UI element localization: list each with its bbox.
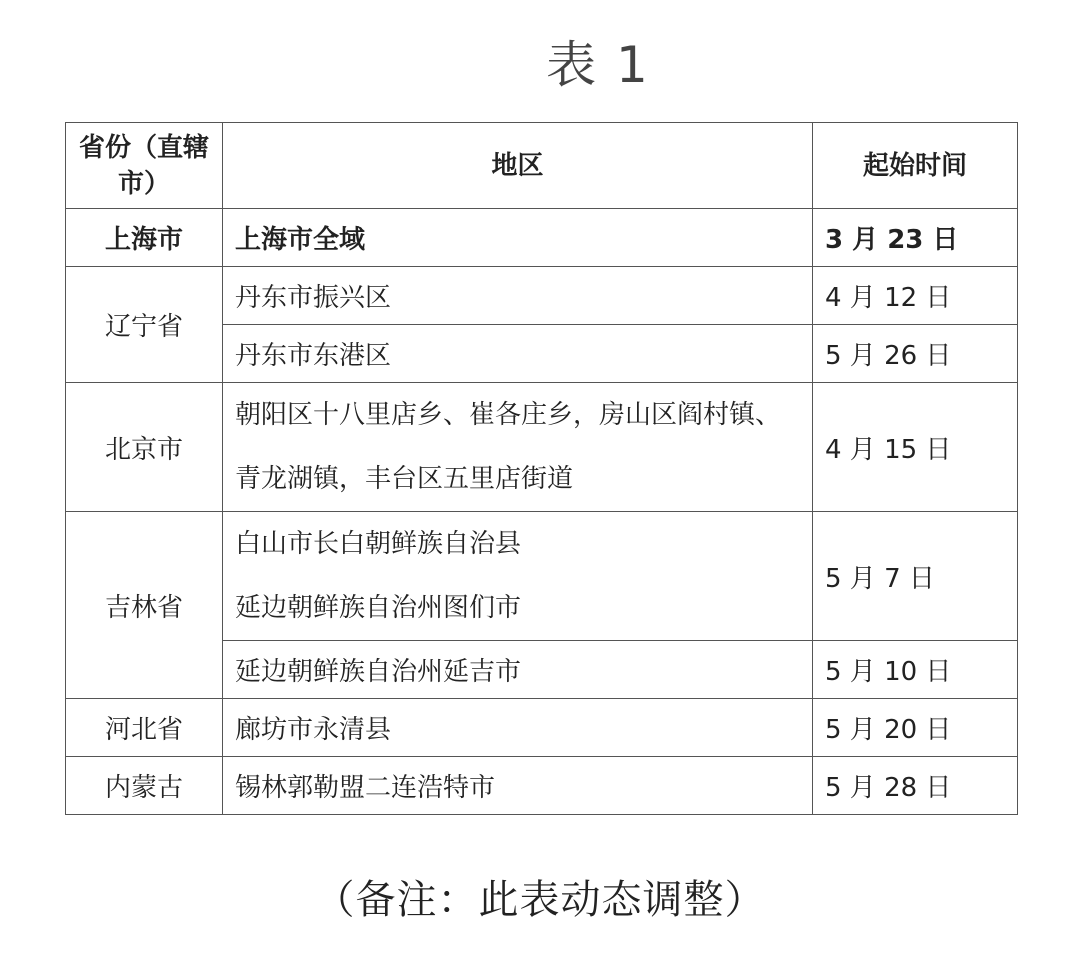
province-cell: 河北省 [66,699,223,757]
area-line: 白山市长白朝鲜族自治县 [235,529,522,559]
area-cell: 丹东市振兴区 [223,267,813,325]
region-table [65,122,1018,815]
province-cell: 北京市 [66,383,223,512]
table-row [66,267,1018,325]
table-title: 表 1 [546,36,650,94]
province-cell: 辽宁省 [66,267,223,383]
table-row [66,757,1018,815]
area-cell: 延边朝鲜族自治州延吉市 [223,641,813,699]
area-cell [223,383,813,512]
province-cell: 内蒙古 [66,757,223,815]
date-cell: 5 月 7 日 [813,512,1018,641]
province-cell: 吉林省 [66,512,223,699]
header-province: 省份（直辖市） [66,123,223,209]
area-cell: 丹东市东港区 [223,325,813,383]
area-line: 青龙湖镇，丰台区五里店街道 [235,464,574,494]
date-cell: 5 月 20 日 [813,699,1018,757]
table-row [66,699,1018,757]
area-cell: 上海市全域 [223,209,813,267]
header-area: 地区 [223,123,813,209]
table-row [66,512,1018,641]
area-line: 延边朝鲜族自治州图们市 [235,593,522,623]
date-cell: 4 月 15 日 [813,383,1018,512]
area-cell: 锡林郭勒盟二连浩特市 [223,757,813,815]
header-start-time: 起始时间 [813,123,1018,209]
date-cell: 5 月 26 日 [813,325,1018,383]
date-cell: 5 月 10 日 [813,641,1018,699]
date-cell: 5 月 28 日 [813,757,1018,815]
date-cell: 4 月 12 日 [813,267,1018,325]
table-row [66,383,1018,512]
remark-note: （备注：此表动态调整） [314,877,766,923]
area-cell [223,512,813,641]
header-row [66,123,1018,209]
area-cell: 廊坊市永清县 [223,699,813,757]
date-cell: 3 月 23 日 [813,209,1018,267]
area-line: 朝阳区十八里店乡、崔各庄乡，房山区阎村镇、 [235,400,782,430]
table-row [66,209,1018,267]
province-cell: 上海市 [66,209,223,267]
